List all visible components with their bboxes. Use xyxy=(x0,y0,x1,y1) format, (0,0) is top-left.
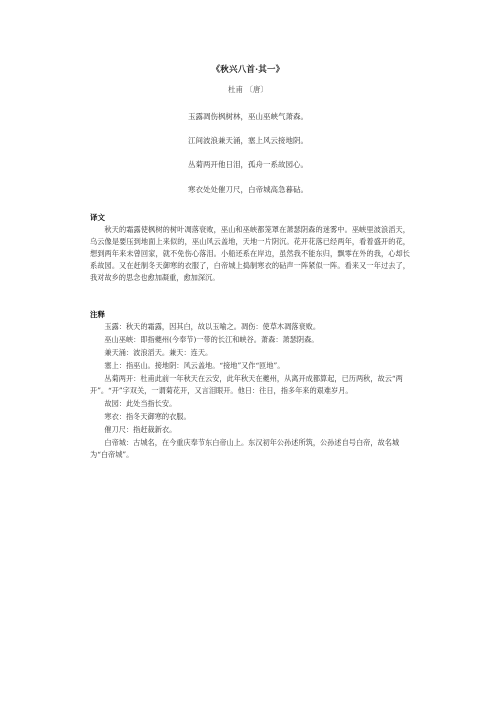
note-item: 寒衣：指冬天御寒的衣服。 xyxy=(104,412,191,421)
poem-line: 丛菊两开他日泪，孤舟一系故园心。 xyxy=(188,160,308,169)
note-item: 催刀尺：指赶裁新衣。 xyxy=(104,425,177,434)
note-item: 塞上：指巫山。接地阴：风云盖地。“接地”又作“匝地”。 xyxy=(104,361,285,370)
note-item: 玉露：秋天的霜露，因其白，故以玉喻之。凋伤：使草木凋落衰败。 xyxy=(104,322,321,331)
notes-heading: 注释 xyxy=(90,310,105,319)
poem-line: 玉露凋伤枫树林，巫山巫峡气萧森。 xyxy=(188,112,308,121)
note-item: 白帝城：古城名，在今重庆奉节东白帝山上。东汉初年公孙述所筑，公孙述自号白帝，故名城为“白帝城”。 xyxy=(90,438,400,459)
translation-text: 秋天的霜露使枫树的树叶凋落衰败，巫山和巫峡都笼罩在萧瑟阴森的迷雾中。巫峡里波浪滔天，乌云像是要压到地面上来似的，巫山风云盖地，天地一片阴沉。花开花落已经两年，看着盛开的花，想到两年来未曾回家，就不免伤心落泪。小船还系在岸边，虽然我不能东归，飘零在外的我，心却长系故园。又在赶制冬天御寒的衣服了，白帝城上捣制寒衣的砧声一阵紧似一阵。看来又一年过去了，我对故乡的思念也愈加凝重，愈加深沉。 xyxy=(90,225,410,282)
translation-heading: 译文 xyxy=(90,213,105,222)
note-item: 兼天涌：波浪滔天。兼天：连天。 xyxy=(104,348,213,357)
note-item: 巫山巫峡：即指夔州(今奉节)一带的长江和峡谷。萧森：萧瑟阴森。 xyxy=(104,335,319,344)
poem-title: 《秋兴八首·其一》 xyxy=(211,65,285,75)
poem-line: 江间波浪兼天涌，塞上风云接地阴。 xyxy=(188,136,308,145)
poem-author: 杜甫 〔唐〕 xyxy=(228,85,268,94)
note-item: 丛菊两开：杜甫此前一年秋天在云安，此年秋天在夔州，从离开成都算起，已历两秋，故云“两开”。“开”字双关，一谓菊花开，又言泪眼开。他日：往日，指多年来的艰难岁月。 xyxy=(90,374,403,395)
note-item: 故园：此处当指长安。 xyxy=(104,399,177,408)
poem-line: 寒衣处处催刀尺，白帝城高急暮砧。 xyxy=(188,185,308,194)
